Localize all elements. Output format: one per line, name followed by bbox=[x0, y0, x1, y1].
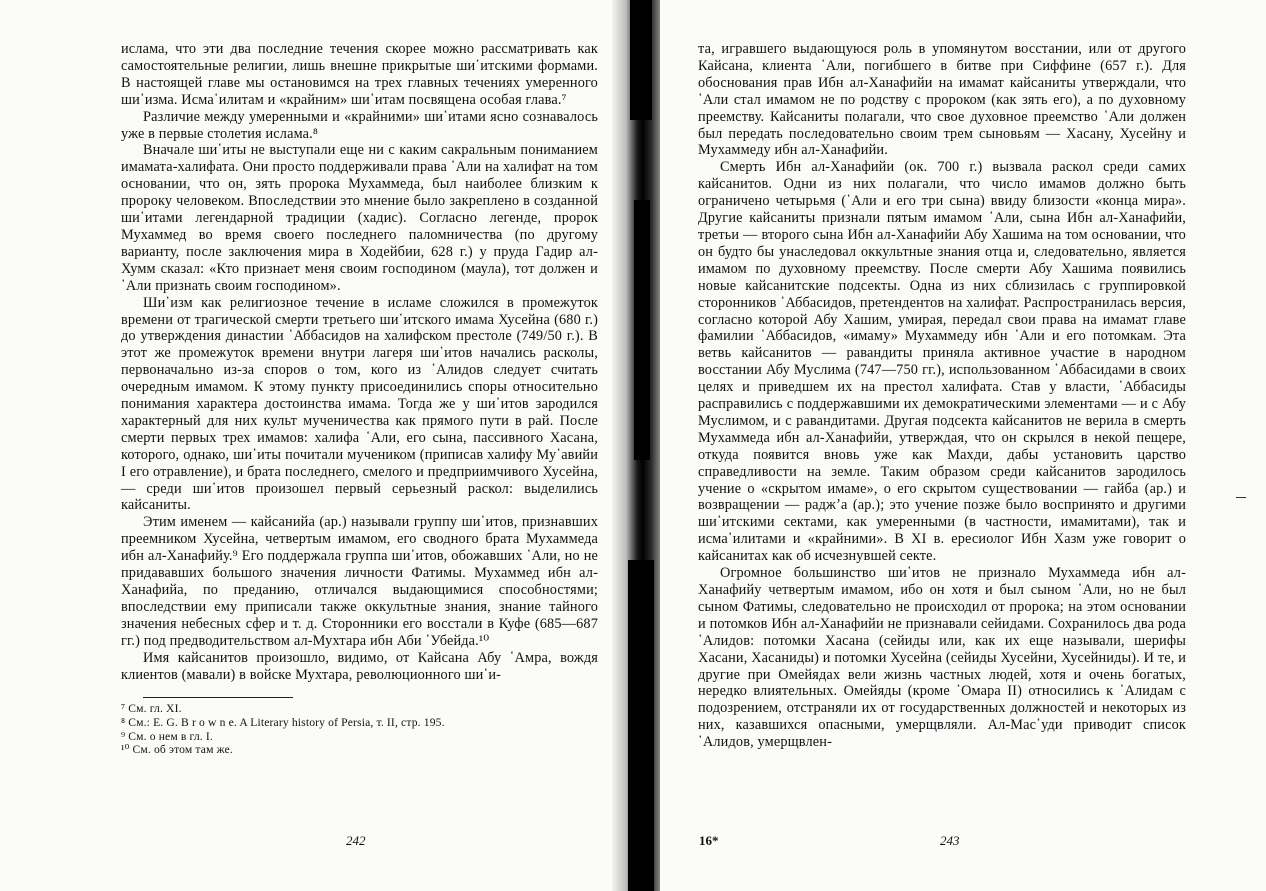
scan-mark bbox=[1236, 497, 1246, 498]
paragraph: Смерть Ибн ал-Ханафийи (ок. 700 г.) вызвала раскол среди самих кайсанитов. Одни из них полагали, что число имамов должно быть ограничено четырьмя (῾Али и его три сына) ввиду близости «конца мира». Другие кайсаниты признали пятым имамом ῾Али, сына Ибн ал-Ханафийи, третьи — второго сына Ибн ал-Ханафийи Абу Хашима на том основании, что он будто бы унаследовал оккультные знания отца и, следовательно, является имамом по духовному преемству. После смерти Абу Хашима появились новые кайсанитские подсекты. Одна из них сблизилась с группировкой сторонников ῾Аббасидов, претендентов на халифат. Распространилась версия, согласно которой Абу Хашим, умирая, передал свои права на имамат главе фамилии ῾Аббасидов, «имаму» Мухаммеду ибн ῾Али и его потомкам. Эта ветвь кайсанитов — равандиты приняла активное участие в народном восстании Абу Муслима (747—750 гг.), использованном ῾Аббасидами в своих целях и приведшем их на престол халифата. Став у власти, ῾Аббасиды расправились с поддержавшими их демократическими элементами — и с Абу Муслимом, и с равандитами. Другая подсекта кайсанитов не верила в смерть Мухаммеда ибн ал-Ханафийи, утверждая, что он скрылся в некой пещере, откуда появится вновь уже как Махди, дабы установить царство справедливости на земле. Таким образом среди кайсанитов зародилось учение о «скрытом имаме», о его скрытом существовании — гайба (ар.) и возвращении — раджʼа (ар.); это учение позже было воспринято и другими ши῾итскими сектами, как умеренными (в частности, имамитами), так и исма῾илитами и «крайними». В XI в. ересиолог Ибн Хазм уже говорит о кайсанитах как об исчезнувшей секте. bbox=[698, 159, 1186, 565]
paragraph: Вначале ши῾иты не выступали еще ни с каким сакральным пониманием имамата-халифата. Они просто поддерживали права ῾Али на халифат на том основании, что он, зять пророка Мухаммеда, был наиболее близким к пророку человеком. Впоследствии это мнение было закреплено в созданной ши῾итами легендарной традиции (хадис). Согласно легенде, пророк Мухаммед во время своего последнего паломничества (по другому варианту, после заключения мира в Ходейбии, 628 г.) у пруда Гадир ал-Хумм сказал: «Кто признает меня своим господином (маула), тот должен и ῾Али признать своим господином». bbox=[121, 142, 598, 294]
paragraph: Огромное большинство ши῾итов не признало Мухаммеда ибн ал-Ханафийу четвертым имамом, ибо он хотя и был сыном ῾Али, но не был сыном Фатимы, следовательно не происходил от пророка; на этом основании и потомков Ибн ал-Ханафийи не признавали сейидами. Сохранилось два рода ῾Алидов: потомки Хасана (сейиды или, как их еще называли, шерифы Хасани, Хасаниды) и потомки Хусейна (сейиды Хусейни, Хусейниды). И те, и другие при Омейядах вели жизнь частных людей, хотя и очень богатых, нередко влиятельных. Омейяды (кроме ῾Омара II) относились к ῾Алидам с подозрением, отстраняли их от государственных должностей и некоторых из них, казавшихся опасными, умерщвляли. Ал-Мас῾уди приводит список ῾Алидов, умерщвлен- bbox=[698, 565, 1186, 751]
paragraph: Ши῾изм как религиозное течение в исламе сложился в промежуток времени от трагической смерти третьего ши῾итского имама Хусейна (680 г.) до утверждения династии ῾Аббасидов на халифском престоле (749/50 г.). В этот же промежуток времени внутри лагеря ши῾итов начались расколы, первоначально из-за споров о том, кого из ῾Алидов следует считать очередным имамом. К этому пункту присоединились споры относительно понимания характера достоинства имама. Тогда же у ши῾итов зародился характерный для них культ мученичества как прямого пути в рай. После смерти первых трех имамов: халифа ῾Али, его сына, пассивного Хасана, которого, однако, ши῾иты почитали мучеником (приписав халифу Му῾авийи I его отравление), и брата последнего, смелого и предприимчивого Хусейна,— среди ши῾итов произошел первый серьезный раскол: выделились кайсаниты. bbox=[121, 294, 598, 514]
left-page bbox=[0, 0, 620, 891]
right-text-column bbox=[698, 41, 1186, 751]
paragraph: та, игравшего выдающуюся роль в упомянутом восстании, или от другого Кайсана, клиента ῾Али, погибшего в битве при Сиффине (657 г.). Для обоснования прав Ибн ал-Ханафийи на имамат кайсаниты утверждали, что ῾Али стал имамом не по родству с пророком (как зять его), а по духовному преемству. Кайсаниты полагали, что свое духовное преемство ῾Али должен был передать последовательно своим трем сыновьям — Хасану, Хусейну и Мухаммеду ибн ал-Ханафийи. bbox=[698, 41, 1186, 159]
left-text-column bbox=[121, 41, 598, 757]
paragraph: Различие между умеренными и «крайними» ши῾итами ясно сознавалось уже в первые столетия ислама.⁸ bbox=[121, 108, 598, 142]
footnote: ⁷ См. гл. XI. bbox=[121, 702, 182, 716]
paragraph: Этим именем — кайсанийа (ар.) называли группу ши῾итов, признавших преемником Хусейна, четвертым имамом, его сводного брата Мухаммеда ибн ал-Ханафийу.⁹ Его поддержала группа ши῾итов, обожавших ῾Али, но не придававших большого значения личности Фатимы. Мухаммед ибн ал-Ханафийа, по преданию, отличался выдающимися способностями; впоследствии ему приписали также оккультные знания, знание тайного значения небесных сфер и т. д. Сторонники его восстали в Куфе (685—687 гг.) под предводительством ал-Мухтара ибн Аби ῾Убейда.¹⁰ bbox=[121, 514, 598, 649]
footnote: ⁸ См.: E. G. B r o w n e. A Literary history of Persia, т. II, стр. 195. bbox=[121, 716, 445, 730]
footnote-divider bbox=[143, 697, 293, 698]
page-number: 242 bbox=[346, 833, 366, 848]
paragraph: Имя кайсанитов произошло, видимо, от Кайсана Абу ῾Амра, вождя клиентов (мавали) в войске Мухтара, революционного ши῾и- bbox=[121, 649, 598, 683]
footnote: ⁹ См. о нем в гл. I. bbox=[121, 729, 213, 743]
paragraph: ислама, что эти два последние течения скорее можно рассматривать как самостоятельные религии, лишь внешне прикрытые ши῾итскими формами. В настоящей главе мы остановимся на трех главных течениях умеренного ши῾изма. Исма῾илитам и «крайним» ши῾итам посвящена особая глава.⁷ bbox=[121, 41, 598, 108]
footnote: ¹⁰ См. об этом там же. bbox=[121, 743, 233, 757]
printer-signature: 16* bbox=[699, 833, 719, 848]
page-number: 243 bbox=[940, 833, 960, 848]
